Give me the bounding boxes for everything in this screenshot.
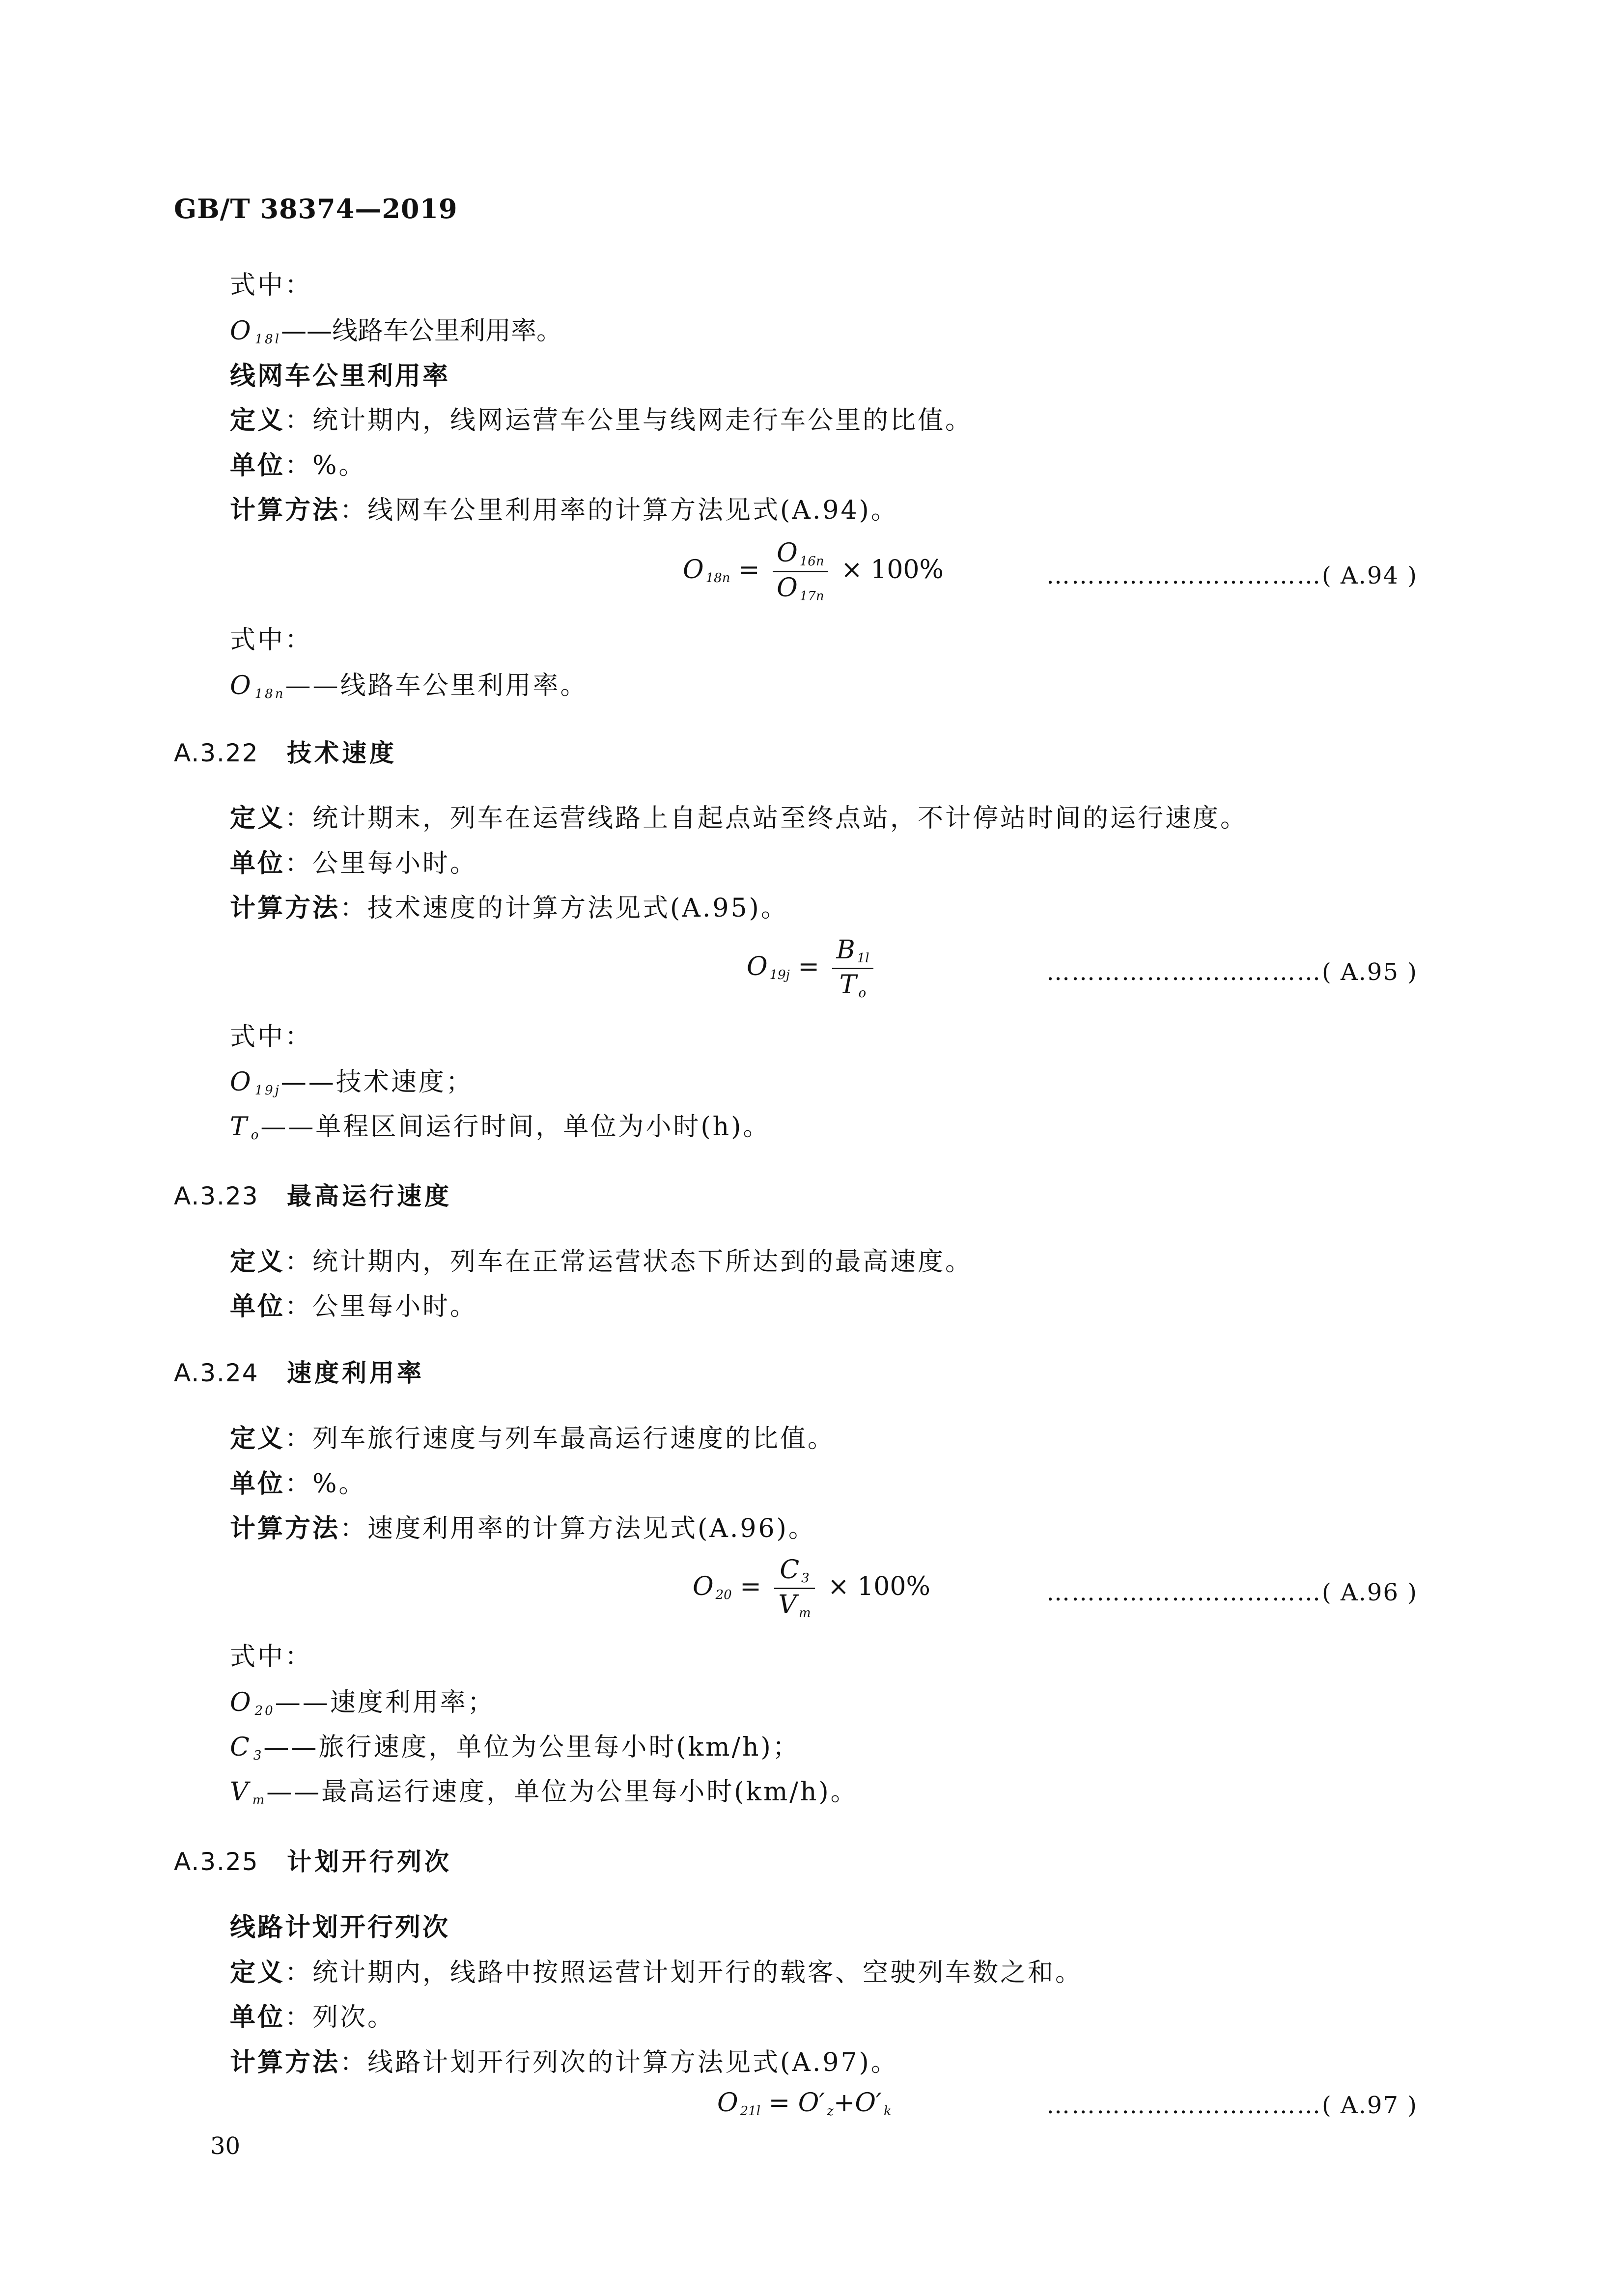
unit-line bbox=[230, 2002, 395, 2032]
formula-lhs: O bbox=[747, 952, 768, 981]
section-title: 速度利用率 bbox=[287, 1359, 424, 1387]
variable-definition bbox=[230, 318, 562, 346]
section-heading-a322 bbox=[174, 741, 397, 765]
formula-a96 bbox=[693, 1557, 930, 1620]
definition-line bbox=[230, 1426, 835, 1452]
equation-number-a95 bbox=[1046, 960, 1418, 984]
definition-text: ：统计期内，线路中按照运营计划开行的载客、空驶列车数之和。 bbox=[285, 1958, 1083, 1987]
equals-sign: = bbox=[768, 2088, 790, 2118]
variable-definition bbox=[230, 673, 588, 700]
equals-sign: = bbox=[798, 952, 819, 981]
section-heading-a324 bbox=[174, 1361, 424, 1385]
calc-method-line bbox=[230, 893, 788, 923]
section-title: 最高运行速度 bbox=[287, 1182, 452, 1210]
numerator: B $_{1l}$ bbox=[832, 937, 873, 969]
section-heading-a325 bbox=[174, 1849, 452, 1874]
formula-lhs-subscript: 18n bbox=[705, 571, 730, 586]
unit-label: 单位 bbox=[230, 450, 285, 480]
equation-number-a96 bbox=[1046, 1581, 1418, 1604]
page-number: 30 bbox=[210, 2132, 241, 2160]
where-label: 式中： bbox=[230, 1642, 313, 1672]
calc-method-label: 计算方法 bbox=[230, 893, 340, 923]
definition-line bbox=[230, 1960, 1083, 1986]
formula-lhs-subscript: 20 bbox=[715, 1588, 732, 1602]
section-number: A.3.25 bbox=[174, 1847, 259, 1876]
definition-text: ：统计期内，列车在正常运营状态下所达到的最高速度。 bbox=[285, 1247, 973, 1277]
variable-definition: O $_{19j}$——技术速度； bbox=[230, 1067, 474, 1098]
variable-definition: C $_3$——旅行速度，单位为公里每小时(km/h)； bbox=[230, 1733, 800, 1763]
unit-label: 单位 bbox=[230, 848, 285, 878]
fraction bbox=[832, 937, 873, 1000]
equation-number-a97 bbox=[1046, 2094, 1418, 2117]
denominator: O $_{17n}$ bbox=[777, 573, 824, 604]
definition-line bbox=[230, 803, 1248, 833]
calc-method-line bbox=[230, 2047, 898, 2077]
leader-dots: …………………………… bbox=[1046, 562, 1322, 589]
variable-description: ——线路车公里利用率。 bbox=[281, 316, 562, 346]
calc-method-line bbox=[230, 495, 898, 525]
unit-text: ：列次。 bbox=[285, 2003, 395, 2032]
numerator: C $_3$ bbox=[774, 1557, 814, 1589]
equals-sign: = bbox=[740, 1572, 761, 1601]
term-2: O′ bbox=[855, 2088, 882, 2118]
variable-definition: V $_m$——最高运行速度，单位为公里每小时(km/h)。 bbox=[230, 1777, 858, 1808]
section-heading-a323 bbox=[174, 1184, 452, 1208]
plus-sign: + bbox=[833, 2088, 855, 2118]
equals-sign: = bbox=[738, 555, 760, 585]
calc-method-label: 计算方法 bbox=[230, 495, 340, 525]
definition-line bbox=[230, 1249, 973, 1275]
leader-dots: …………………………… bbox=[1046, 1579, 1322, 1606]
calc-method-label: 计算方法 bbox=[230, 1513, 340, 1543]
where-label: 式中： bbox=[230, 1022, 313, 1052]
section-number: A.3.22 bbox=[174, 739, 259, 767]
fraction bbox=[773, 540, 828, 603]
section-title: 技术速度 bbox=[287, 739, 397, 767]
subsection-title: 线路计划开行列次 bbox=[230, 1912, 450, 1942]
unit-line bbox=[230, 1291, 478, 1321]
variable-symbol: O bbox=[230, 671, 253, 700]
formula-a95 bbox=[747, 937, 878, 1000]
unit-label: 单位 bbox=[230, 1469, 285, 1499]
where-label: 式中： bbox=[230, 271, 313, 300]
variable-symbol: O bbox=[230, 316, 253, 346]
term-1-subscript: z bbox=[827, 2104, 834, 2119]
unit-line bbox=[230, 450, 366, 480]
section-number: A.3.23 bbox=[174, 1182, 259, 1210]
calc-method-text: ：线网车公里利用率的计算方法见式(A.94)。 bbox=[340, 496, 898, 525]
term-1: O′ bbox=[798, 2088, 825, 2118]
definition-label: 定义 bbox=[230, 405, 285, 435]
unit-label: 单位 bbox=[230, 1291, 285, 1321]
definition-text: ：列车旅行速度与列车最高运行速度的比值。 bbox=[285, 1424, 836, 1454]
variable-definition: T $_o$——单程区间运行时间，单位为小时(h)。 bbox=[230, 1112, 771, 1143]
calc-method-text: ：速度利用率的计算方法见式(A.96)。 bbox=[340, 1514, 816, 1543]
term-2-subscript: k bbox=[883, 2104, 892, 2119]
section-number: A.3.24 bbox=[174, 1359, 259, 1387]
calc-method-label: 计算方法 bbox=[230, 2047, 340, 2077]
unit-text: ：%。 bbox=[285, 1469, 366, 1499]
leader-dots: …………………………… bbox=[1046, 958, 1322, 986]
denominator: T $_o$ bbox=[839, 970, 867, 1001]
variable-definition: O $_{20}$——速度利用率； bbox=[230, 1688, 495, 1718]
equation-number: ( A.94 ) bbox=[1322, 562, 1418, 589]
fraction bbox=[774, 1557, 814, 1620]
unit-line bbox=[230, 1471, 366, 1497]
formula-lhs-subscript: 19j bbox=[769, 968, 790, 982]
calc-method-text: ：线路计划开行列次的计算方法见式(A.97)。 bbox=[340, 2048, 898, 2077]
equation-number-a94 bbox=[1046, 564, 1418, 588]
formula-lhs: O bbox=[693, 1572, 714, 1601]
equation-number: ( A.95 ) bbox=[1322, 958, 1418, 986]
calc-method-line bbox=[230, 1513, 816, 1543]
definition-label: 定义 bbox=[230, 1247, 285, 1277]
definition-label: 定义 bbox=[230, 803, 285, 833]
formula-lhs: O bbox=[683, 555, 704, 585]
formula-a94 bbox=[683, 540, 944, 603]
standard-number: GB/T 38374—2019 bbox=[174, 193, 458, 224]
definition-text: ：统计期内，线网运营车公里与线网走行车公里的比值。 bbox=[285, 406, 973, 435]
definition-line bbox=[230, 405, 973, 435]
equation-number: ( A.97 ) bbox=[1322, 2092, 1418, 2119]
leader-dots: …………………………… bbox=[1046, 2092, 1322, 2119]
subsection-title: 线网车公里利用率 bbox=[230, 361, 450, 391]
section-title: 计划开行列次 bbox=[287, 1847, 452, 1876]
formula-tail: × 100% bbox=[841, 555, 944, 585]
equation-number: ( A.96 ) bbox=[1322, 1579, 1418, 1606]
formula-tail: × 100% bbox=[828, 1572, 930, 1601]
definition-label: 定义 bbox=[230, 1958, 285, 1987]
formula-lhs-subscript: 21l bbox=[740, 2104, 761, 2119]
unit-label: 单位 bbox=[230, 2002, 285, 2032]
calc-method-text: ：技术速度的计算方法见式(A.95)。 bbox=[340, 894, 788, 923]
denominator: V $_m$ bbox=[778, 1590, 811, 1621]
variable-subscript: 18n bbox=[254, 687, 285, 701]
formula-lhs: O bbox=[717, 2088, 738, 2118]
variable-subscript: 18l bbox=[254, 332, 281, 347]
unit-text: ：公里每小时。 bbox=[285, 1292, 478, 1321]
numerator: O $_{16n}$ bbox=[773, 540, 828, 572]
definition-label: 定义 bbox=[230, 1424, 285, 1454]
unit-text: ：公里每小时。 bbox=[285, 849, 478, 878]
unit-text: ：%。 bbox=[285, 451, 366, 480]
unit-line bbox=[230, 848, 478, 878]
formula-a97 bbox=[717, 2090, 892, 2118]
where-label: 式中： bbox=[230, 625, 313, 655]
variable-description: ——线路车公里利用率。 bbox=[285, 671, 588, 700]
definition-text: ：统计期末，列车在运营线路上自起点站至终点站，不计停站时间的运行速度。 bbox=[285, 804, 1248, 833]
